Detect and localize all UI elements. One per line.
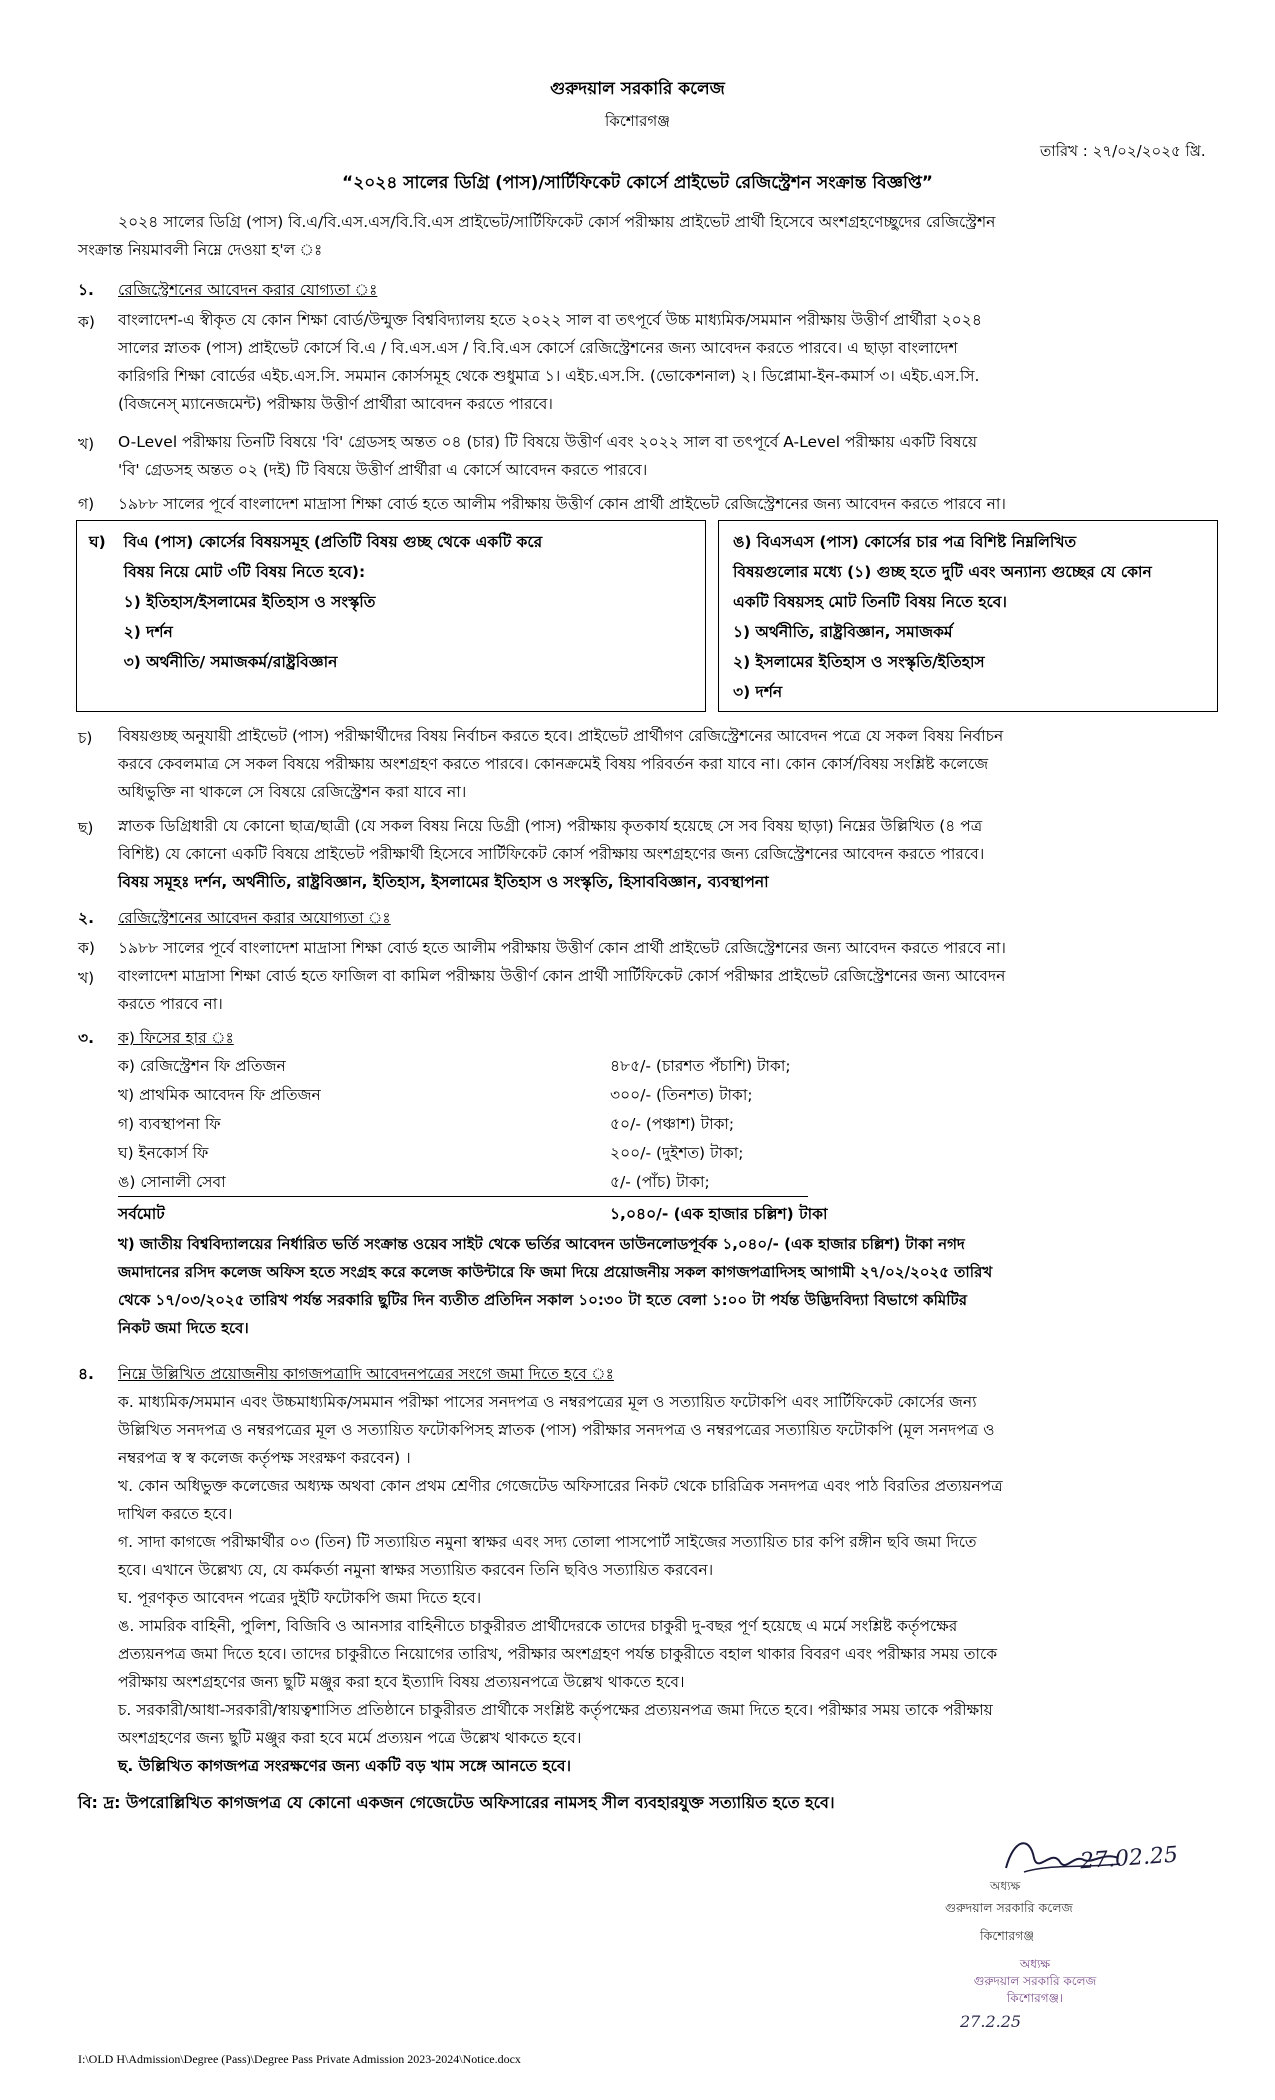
- sec1-heading: রেজিস্ট্রেশনের আবেদন করার যোগ্যতা ঃ: [118, 281, 378, 299]
- sec2-ka-mark: ক): [78, 939, 95, 957]
- sec1-cha-text: [118, 722, 1218, 806]
- gha-line-1: বিএ (পাস) কোর্সের বিষয়সমূহ (প্রতিটি বিষয় গুচ্ছ থেকে একটি করে: [123, 533, 543, 551]
- text-line: অধিভুক্তি না থাকলে সে বিষয়ে রেজিস্ট্রেশন করা যাবে না।: [118, 783, 467, 801]
- sec1-kha-text: [118, 428, 1218, 484]
- sec1-ka-mark: ক): [78, 313, 95, 331]
- ba-subjects-box: [76, 520, 706, 712]
- fee-amount: ৪৮৫/- (চারশত পঁচাশি) টাকা;: [610, 1057, 791, 1075]
- text-line: ক. মাধ্যমিক/সমমান এবং উচ্চমাধ্যমিক/সমমান পরীক্ষা পাসের সনদপত্র ও নম্বরপত্রের মূল ও সত্যায়িত ফটোকপি এবং সার্টিফিকেট কোর্সের জন্য: [118, 1393, 977, 1411]
- text-line: করবে কেবলমাত্র সে সকল বিষয়ে পরীক্ষায় অংশগ্রহণ করতে পারবে। কোনক্রমেই বিষয় পরিবর্তন করা যাবে না। কোন কোর্স/বিষয় সংশ্লিষ্ট কলেজে: [118, 755, 989, 773]
- sec2-heading: রেজিস্ট্রেশনের আবেদন করার অযোগ্যতা ঃ: [118, 909, 391, 927]
- fee-amount: ৫০/- (পঞ্চাশ) টাকা;: [610, 1115, 735, 1133]
- text-line: থেকে ১৭/০৩/২০২৫ তারিখ পর্যন্ত সরকারি ছুটির দিন ব্যতীত প্রতিদিন সকাল ১০:৩০ টা হতে বেলা ১:০০ টা পর্যন্ত উদ্ভিদবিদ্যা বিভাগে কমিটির: [118, 1291, 967, 1309]
- fee-row: [118, 1081, 1218, 1109]
- fee-total-row: [118, 1200, 1218, 1228]
- fee-row: [118, 1110, 1218, 1138]
- sec4-list: [118, 1388, 1218, 1780]
- text-line: নিকট জমা দিতে হবে।: [118, 1319, 249, 1337]
- umo-subject-3: ৩) দর্শন: [733, 683, 783, 701]
- fee-amount: ৩০০/- (তিনশত) টাকা;: [610, 1086, 753, 1104]
- gha-subject-3: ৩) অর্থনীতি/ সমাজকর্ম/রাষ্ট্রবিজ্ঞান: [123, 653, 338, 671]
- sec3-number: ৩.: [78, 1029, 94, 1047]
- fee-row: [118, 1139, 1218, 1167]
- text-line: ঘ. পূরণকৃত আবেদন পত্রের দুইটি ফটোকপি জমা দিতে হবে।: [118, 1589, 482, 1607]
- official-stamp: [930, 1956, 1140, 2007]
- initial-signature: 27.2.25: [960, 2012, 1022, 2031]
- umo-line-3: একটি বিষয়সহ মোট তিনটি বিষয় নিতে হবে।: [733, 593, 1007, 611]
- text-line: প্রত্যয়নপত্র জমা দিতে হবে। তাদের চাকুরীতে নিয়োগের তারিখ, পরীক্ষার অংশগ্রহণ পর্যন্ত চাকুরীতে বহাল থাকার বিবরণ এবং পরীক্ষার সময় তাকে: [118, 1645, 998, 1663]
- fee-total-divider: [118, 1196, 808, 1197]
- text-line: উল্লিখিত সনদপত্র ও নম্বরপত্রের মূল ও সত্যায়িত ফটোকপিসহ স্নাতক (পাস) পরীক্ষার সনদপত্র ও নম্বরপত্রের সত্যায়িত ফটোকপি (মূল সনদপত্র ও: [118, 1421, 995, 1439]
- college-city: কিশোরগঞ্জ: [605, 112, 670, 130]
- text-line: বাংলাদেশ-এ স্বীকৃত যে কোন শিক্ষা বোর্ড/উন্মুক্ত বিশ্ববিদ্যালয় হতে ২০২২ সাল বা তৎপূর্বে উচ্চ মাধ্যমিক/সমমান পরীক্ষায় উত্তীর্ণ প্রার্থীরা ২০২৪: [118, 311, 982, 329]
- fee-row: [118, 1168, 1218, 1196]
- fee-label: ঘ) ইনকোর্স ফি: [118, 1144, 209, 1162]
- signature-date: 27.02.25: [1079, 1842, 1179, 1875]
- umo-line-2: বিষয়গুলোর মধ্যে (১) গুচ্ছ হতে দুটি এবং অন্যান্য গুচ্ছের যে কোন: [733, 563, 1152, 581]
- stamp-city: কিশোরগঞ্জ।: [1006, 1991, 1064, 2005]
- signature-college: গুরুদয়াল সরকারি কলেজ: [945, 1900, 1073, 1915]
- bss-subjects-box: [718, 520, 1218, 712]
- text-line: জমাদানের রসিদ কলেজ অফিস হতে সংগ্রহ করে কলেজ কাউন্টারে ফি জমা দিয়ে প্রয়োজনীয় সকল কাগজপত্রাদিসহ আগামী ২৭/০২/২০২৫ তারিখ: [118, 1263, 993, 1281]
- gha-subject-2: ২) দর্শন: [123, 623, 173, 641]
- text-line: হবে। এখানে উল্লেখ্য যে, যে কর্মকর্তা নমুনা স্বাক্ষর সত্যায়িত করবেন তিনি ছবিও সত্যায়িত করবেন।: [118, 1561, 714, 1579]
- umo-subject-2: ২) ইসলামের ইতিহাস ও সংস্কৃতি/ইতিহাস: [733, 653, 985, 671]
- sec1-chha-text: [118, 812, 1218, 868]
- fee-total-amount: ১,০৪০/- (এক হাজার চল্লিশ) টাকা: [610, 1205, 828, 1223]
- gha-mark: ঘ): [89, 533, 106, 551]
- fee-total-label: সর্বমোট: [118, 1205, 165, 1223]
- notice-date: তারিখ : ২৭/০২/২০২৫ খ্রি.: [1040, 142, 1206, 160]
- sec1-number: ১.: [78, 281, 94, 299]
- sec1-kha-mark: খ): [78, 435, 95, 453]
- sec2-number: ২.: [78, 909, 94, 927]
- fee-label: খ) প্রাথমিক আবেদন ফি প্রতিজন: [118, 1086, 321, 1104]
- file-path-footer: I:\OLD H\Admission\Degree (Pass)\Degree Pass Private Admission 2023-2024\Notice.docx: [78, 2052, 521, 2066]
- college-name: গুরুদয়াল সরকারি কলেজ: [550, 79, 725, 99]
- sec1-ga-mark: গ): [78, 495, 95, 513]
- fee-amount: ৫/- (পাঁচ) টাকা;: [610, 1173, 710, 1191]
- fee-amount: ২০০/- (দুইশত) টাকা;: [610, 1144, 744, 1162]
- signature-city: কিশোরগঞ্জ: [980, 1928, 1035, 1943]
- text-line: O-Level পরীক্ষায় তিনটি বিষয়ে 'বি' গ্রেডসহ অন্তত ০৪ (চার) টি বিষয়ে উত্তীর্ণ এবং ২০২২ সাল বা তৎপূর্বে A-Level পরীক্ষায় একটি বিষয়ে: [118, 433, 977, 451]
- fee-label: ক) রেজিস্ট্রেশন ফি প্রতিজন: [118, 1057, 286, 1075]
- sec1-ka-text: [118, 306, 1218, 418]
- fee-row: [118, 1052, 1218, 1080]
- sec2-kha-mark: খ): [78, 969, 95, 987]
- text-line: স্নাতক ডিগ্রিধারী যে কোনো ছাত্র/ছাত্রী (যে সকল বিষয় নিয়ে ডিগ্রী (পাস) পরীক্ষায় কৃতকার্য হয়েছে সে সব বিষয় ছাড়া) নিম্নের উল্লিখিত (৪ পত্র: [118, 817, 983, 835]
- sec1-chha-mark: ছ): [78, 819, 94, 837]
- text-line: চ. সরকারী/আধা-সরকারী/স্বায়ত্বশাসিত প্রতিষ্ঠানে চাকুরীরত প্রার্থীকে সংশ্লিষ্ট কর্তৃপক্ষের প্রত্যয়নপত্র জমা দিতে হবে। পরীক্ষার সময় তাকে পরীক্ষায়: [118, 1701, 993, 1719]
- sec2-kha-text: [118, 962, 1218, 1018]
- sec3-heading: ক) ফিসের হার ঃ: [118, 1029, 234, 1047]
- sec4-number: ৪.: [78, 1365, 94, 1383]
- umo-line-1: ঙ) বিএসএস (পাস) কোর্সের চার পত্র বিশিষ্ট নিম্নলিখিত: [733, 533, 1077, 551]
- certificate-subjects: বিষয় সমূহঃ দর্শন, অর্থনীতি, রাষ্ট্রবিজ্ঞান, ইতিহাস, ইসলামের ইতিহাস ও সংস্কৃতি, হিসাববিজ্ঞান, ব্যবস্থাপনা: [118, 873, 769, 891]
- text-line: করতে পারবে না।: [118, 995, 223, 1013]
- text-line: বিশিষ্ট) যে কোনো একটি বিষয়ে প্রাইভেট পরীক্ষার্থী হিসেবে সার্টিফিকেট কোর্স পরীক্ষায় অংশগ্রহণের জন্য রেজিস্ট্রেশনের আবেদন করতে পারবে।: [118, 845, 985, 863]
- gha-line-2: বিষয় নিয়ে মোট ৩টি বিষয় নিতে হবে):: [123, 563, 366, 581]
- text-line: গ. সাদা কাগজে পরীক্ষার্থীর ০৩ (তিন) টি সত্যায়িত নমুনা স্বাক্ষর এবং সদ্য তোলা পাসপোর্ট সাইজের সত্যায়িত চার কপি রঙ্গীন ছবি জমা দিতে: [118, 1533, 977, 1551]
- intro-line-2: সংক্রান্ত নিয়মাবলী নিম্নে দেওয়া হ'ল ঃ: [78, 241, 323, 259]
- text-line: ছ. উল্লিখিত কাগজপত্র সংরক্ষণের জন্য একটি বড় খাম সঙ্গে আনতে হবে।: [118, 1757, 571, 1775]
- fee-label: ঙ) সোনালী সেবা: [118, 1173, 226, 1191]
- sec2-ka-text: ১৯৮৮ সালের পূর্বে বাংলাদেশ মাদ্রাসা শিক্ষা বোর্ড হতে আলীম পরীক্ষায় উত্তীর্ণ কোন প্রার্থী প্রাইভেট রেজিস্ট্রেশনের জন্য আবেদন করতে পারবে না।: [118, 939, 1006, 957]
- text-line: বিষয়গুচ্ছ অনুযায়ী প্রাইভেট (পাস) পরীক্ষার্থীদের বিষয় নির্বাচন করতে হবে। প্রাইভেট প্রার্থীগণ রেজিস্ট্রেশনের আবেদন পত্রে যে সকল বিষয় নির্বাচন: [118, 727, 1004, 745]
- bi-dra-note: বি: দ্র: উপরোল্লিখিত কাগজপত্র যে কোনো একজন গেজেটেড অফিসারের নামসহ সীল ব্যবহারযুক্ত সত্যায়িত হতে হবে।: [78, 1793, 835, 1812]
- text-line: সালের স্নাতক (পাস) প্রাইভেট কোর্সে বি.এ / বি.এস.এস / বি.বি.এস কোর্সে রেজিস্ট্রেশনের জন্য আবেদন করতে পারবে। এ ছাড়া বাংলাদেশ: [118, 339, 958, 357]
- signature-designation: অধ্যক্ষ: [990, 1879, 1021, 1893]
- sec4-heading: নিম্নে উল্লিখিত প্রয়োজনীয় কাগজপত্রাদি আবেদনপত্রের সংগে জমা দিতে হবে ঃ: [118, 1365, 614, 1383]
- text-line: 'বি' গ্রেডসহ অন্তত ০২ (দই) টি বিষয়ে উত্তীর্ণ প্রার্থীরা এ কোর্সে আবেদন করতে পারবে।: [118, 461, 648, 479]
- text-line: বাংলাদেশ মাদ্রাসা শিক্ষা বোর্ড হতে ফাজিল বা কামিল পরীক্ষায় উত্তীর্ণ কোন প্রার্থী সার্টিফিকেট কোর্স পরীক্ষার প্রাইভেট রেজিস্ট্রেশনের জন্য আবেদন: [118, 967, 1006, 985]
- text-line: ঙ. সামরিক বাহিনী, পুলিশ, বিজিবি ও আনসার বাহিনীতে চাকুরীরত প্রার্থীদেরকে তাদের চাকুরী দু-বছর পূর্ণ হয়েছে এ মর্মে সংশ্লিষ্ট কর্তৃপক্ষের: [118, 1617, 958, 1635]
- text-line: খ) জাতীয় বিশ্ববিদ্যালয়ের নির্ধারিত ভর্তি সংক্রান্ত ওয়েব সাইট থেকে ভর্তির আবেদন ডাউনলোডপূর্বক ১,০৪০/- (এক হাজার চল্লিশ) টাকা নগদ: [118, 1235, 965, 1253]
- sec1-ga-text: ১৯৮৮ সালের পূর্বে বাংলাদেশ মাদ্রাসা শিক্ষা বোর্ড হতে আলীম পরীক্ষায় উত্তীর্ণ কোন প্রার্থী প্রাইভেট রেজিস্ট্রেশনের জন্য আবেদন করতে পারবে না।: [118, 495, 1006, 513]
- notice-title: “২০২৪ সালের ডিগ্রি (পাস)/সার্টিফিকেট কোর্সে প্রাইভেট রেজিস্ট্রেশন সংক্রান্ত বিজ্ঞপ্তি”: [342, 173, 933, 193]
- text-line: কারিগরি শিক্ষা বোর্ডের এইচ.এস.সি. সমমান কোর্সসমূহ থেকে শুধুমাত্র ১। এইচ.এস.সি. (ভোকেশনাল) ২। ডিপ্লোমা-ইন-কমার্স ৩। এইচ.এস.সি.: [118, 367, 980, 385]
- stamp-college: গুরুদয়াল সরকারি কলেজ: [973, 1974, 1097, 1988]
- text-line: পরীক্ষায় অংশগ্রহণের জন্য ছুটি মঞ্জুর করা হবে ইত্যাদি বিষয় প্রত্যয়নপত্রে উল্লেখ থাকতে হবে।: [118, 1673, 685, 1691]
- fee-label: গ) ব্যবস্থাপনা ফি: [118, 1115, 221, 1133]
- sec1-cha-mark: চ): [78, 729, 93, 747]
- text-line: দাখিল করতে হবে।: [118, 1505, 233, 1523]
- sec3-kha-text: [118, 1230, 1218, 1342]
- text-line: নম্বরপত্র স্ব স্ব কলেজ কর্তৃপক্ষ সংরক্ষণ করবেন) ।: [118, 1449, 411, 1467]
- intro-line-1: ২০২৪ সালের ডিগ্রি (পাস) বি.এ/বি.এস.এস/বি.বি.এস প্রাইভেট/সার্টিফিকেট কোর্স পরীক্ষায় প্রাইভেট প্রার্থী হিসেবে অংশগ্রহণেচ্ছুদের রেজিস্ট্রেশন: [118, 213, 996, 231]
- umo-subject-1: ১) অর্থনীতি, রাষ্ট্রবিজ্ঞান, সমাজকর্ম: [733, 623, 953, 641]
- stamp-designation: অধ্যক্ষ: [1019, 1957, 1051, 1971]
- gha-subject-1: ১) ইতিহাস/ইসলামের ইতিহাস ও সংস্কৃতি: [123, 593, 376, 611]
- text-line: (বিজনেস্ ম্যানেজমেন্ট) পরীক্ষায় উত্তীর্ণ প্রার্থীরা আবেদন করতে পারবে।: [118, 395, 553, 413]
- text-line: অংশগ্রহণের জন্য ছুটি মঞ্জুর করা হবে মর্মে প্রত্যয়ন পত্রে উল্লেখ থাকতে হবে।: [118, 1729, 582, 1747]
- text-line: খ. কোন অধিভুক্ত কলেজের অধ্যক্ষ অথবা কোন প্রথম শ্রেণীর গেজেটেড অফিসারের নিকট থেকে চারিত্রিক সনদপত্র এবং পাঠ বিরতির প্রত্যয়নপত্র: [118, 1477, 1003, 1495]
